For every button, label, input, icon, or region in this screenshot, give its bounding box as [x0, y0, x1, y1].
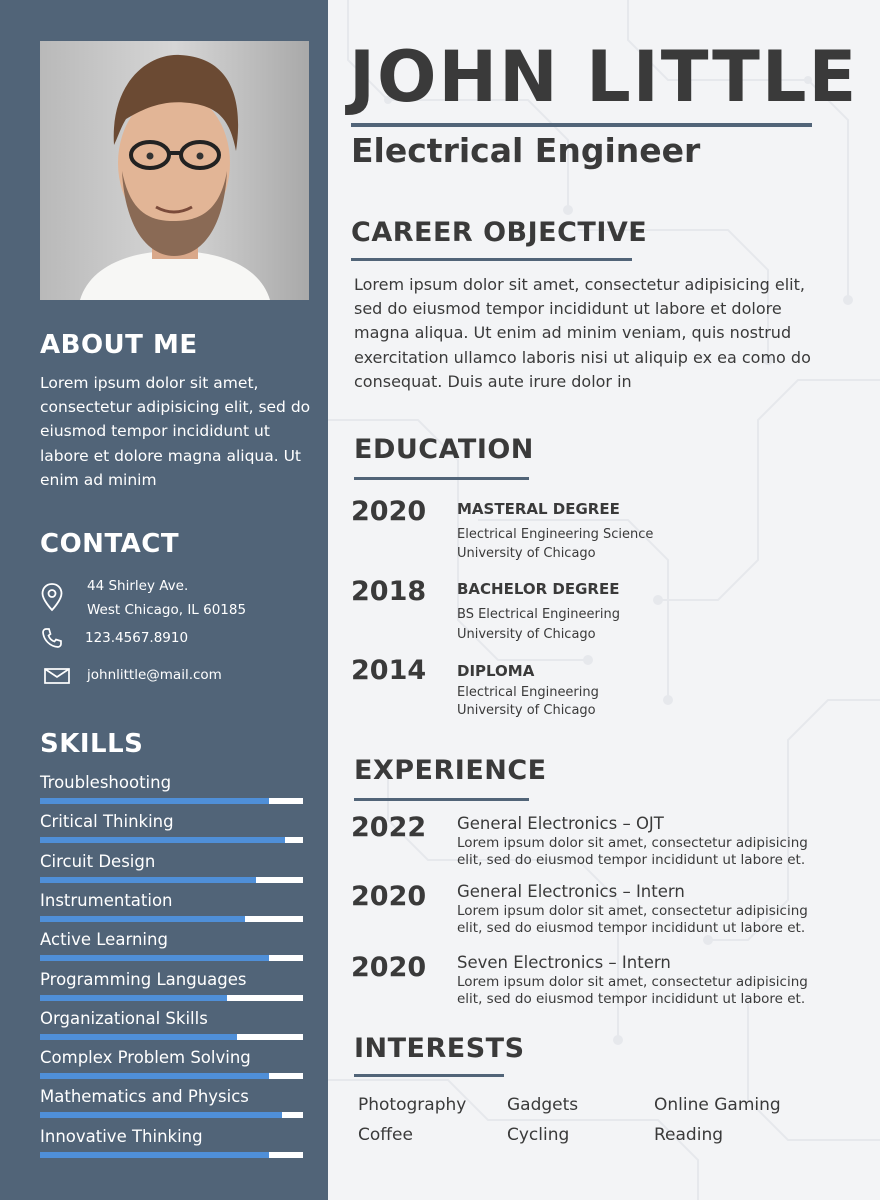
interests-divider — [354, 1074, 504, 1077]
education-field: Electrical Engineering — [457, 685, 599, 700]
experience-title: Seven Electronics – Intern — [457, 953, 671, 972]
contact-email — [40, 663, 320, 687]
skill-label: Active Learning — [40, 930, 168, 949]
skill-bar-fill — [40, 798, 269, 804]
phone-number: 123.4567.8910 — [85, 630, 189, 646]
interest-item: Coffee — [358, 1125, 413, 1145]
skill-item — [40, 930, 303, 969]
mail-icon — [44, 668, 70, 684]
skill-bar-fill — [40, 1152, 269, 1158]
interest-item: Photography — [358, 1095, 467, 1115]
email-address[interactable]: johnlittle@mail.com — [87, 667, 222, 683]
education-heading: EDUCATION — [354, 434, 534, 465]
skill-bar-track — [40, 798, 303, 804]
person-name: JOHN LITTLE — [349, 36, 859, 118]
skill-item — [40, 970, 303, 1009]
interest-item: Reading — [654, 1125, 724, 1145]
education-field: BS Electrical Engineering — [457, 607, 620, 622]
experience-title: General Electronics – Intern — [457, 882, 685, 901]
contact-address — [40, 574, 320, 622]
experience-year: 2020 — [351, 881, 427, 912]
profile-photo — [40, 41, 309, 300]
skill-bar-track — [40, 995, 303, 1001]
job-title: Electrical Engineer — [351, 131, 701, 170]
skill-bar-fill — [40, 1034, 237, 1040]
interest-item: Gadgets — [507, 1095, 579, 1115]
career-objective-heading: CAREER OBJECTIVE — [351, 217, 648, 248]
skill-item — [40, 1127, 303, 1166]
skill-bar-track — [40, 1152, 303, 1158]
skill-item — [40, 1009, 303, 1048]
experience-divider — [354, 798, 529, 801]
skill-bar-fill — [40, 995, 227, 1001]
experience-description: Lorem ipsum dolor sit amet, consectetur adipisicing elit, sed do eiusmod tempor incididunt ut labore et. — [457, 903, 808, 936]
skill-item — [40, 1087, 303, 1126]
experience-heading: EXPERIENCE — [354, 755, 547, 786]
skill-bar-fill — [40, 916, 245, 922]
portrait-photo-icon — [40, 41, 309, 300]
experience-description: Lorem ipsum dolor sit amet, consectetur adipisicing elit, sed do eiusmod tempor incididunt ut labore et. — [457, 974, 808, 1007]
education-school: University of Chicago — [457, 703, 596, 718]
skill-label: Mathematics and Physics — [40, 1087, 249, 1106]
education-school: University of Chicago — [457, 546, 596, 561]
skill-bar-track — [40, 1073, 303, 1079]
education-degree: DIPLOMA — [457, 662, 535, 680]
skills-heading: SKILLS — [40, 729, 144, 759]
skill-bar-track — [40, 837, 303, 843]
skill-bar-fill — [40, 1073, 269, 1079]
skill-label: Innovative Thinking — [40, 1127, 203, 1146]
education-year: 2020 — [351, 496, 427, 527]
sidebar — [0, 0, 328, 1200]
skill-bar-fill — [40, 837, 285, 843]
skill-item — [40, 812, 303, 851]
skill-label: Instrumentation — [40, 891, 173, 910]
interest-item: Cycling — [507, 1125, 570, 1145]
skill-bar-fill — [40, 1112, 282, 1118]
interest-item: Online Gaming — [654, 1095, 781, 1115]
skill-label: Critical Thinking — [40, 812, 174, 831]
skill-bar-fill — [40, 955, 269, 961]
about-text: Lorem ipsum dolor sit amet, consectetur adipisicing elit, sed do eiusmod tempor incididunt ut labore et dolore magna aliqua. Ut enim ad minim — [40, 374, 311, 489]
skill-bar-track — [40, 1112, 303, 1118]
career-objective-text: Lorem ipsum dolor sit amet, consectetur adipisicing elit, sed do eiusmod tempor incididunt ut labore et dolore magna aliqua. Ut enim ad minim veniam, quis nostrud exercitation ullamco laboris nisi ut aliquip ex ea como do consequat. Duis aute irure dolor in — [354, 275, 811, 391]
skill-bar-fill — [40, 877, 256, 883]
skill-bar-track — [40, 916, 303, 922]
skill-label: Troubleshooting — [40, 773, 172, 792]
address-line1: 44 Shirley Ave. — [87, 578, 189, 594]
contact-phone — [40, 626, 320, 650]
education-degree: BACHELOR DEGREE — [457, 580, 620, 598]
contact-heading: CONTACT — [40, 529, 180, 559]
skill-item — [40, 1048, 303, 1087]
education-year: 2014 — [351, 655, 427, 686]
education-year: 2018 — [351, 576, 427, 607]
skill-item — [40, 773, 303, 812]
skill-bar-track — [40, 877, 303, 883]
skill-label: Programming Languages — [40, 970, 247, 989]
education-divider — [354, 477, 529, 480]
skill-item — [40, 891, 303, 930]
education-school: University of Chicago — [457, 627, 596, 642]
skill-item — [40, 852, 303, 891]
education-degree: MASTERAL DEGREE — [457, 500, 620, 518]
phone-icon — [40, 626, 64, 650]
experience-year: 2020 — [351, 952, 427, 983]
about-heading: ABOUT ME — [40, 330, 198, 360]
skill-label: Complex Problem Solving — [40, 1048, 251, 1067]
name-divider — [351, 123, 812, 127]
experience-title: General Electronics – OJT — [457, 814, 664, 833]
career-objective-divider — [351, 258, 632, 261]
skill-bar-track — [40, 955, 303, 961]
skill-label: Organizational Skills — [40, 1009, 208, 1028]
education-field: Electrical Engineering Science — [457, 527, 654, 542]
experience-year: 2022 — [351, 812, 427, 843]
interests-heading: INTERESTS — [354, 1033, 525, 1064]
address-line2: West Chicago, IL 60185 — [87, 602, 247, 618]
experience-description: Lorem ipsum dolor sit amet, consectetur adipisicing elit, sed do eiusmod tempor incididunt ut labore et. — [457, 835, 808, 868]
skill-bar-track — [40, 1034, 303, 1040]
skill-label: Circuit Design — [40, 852, 156, 871]
location-pin-icon — [40, 582, 64, 612]
